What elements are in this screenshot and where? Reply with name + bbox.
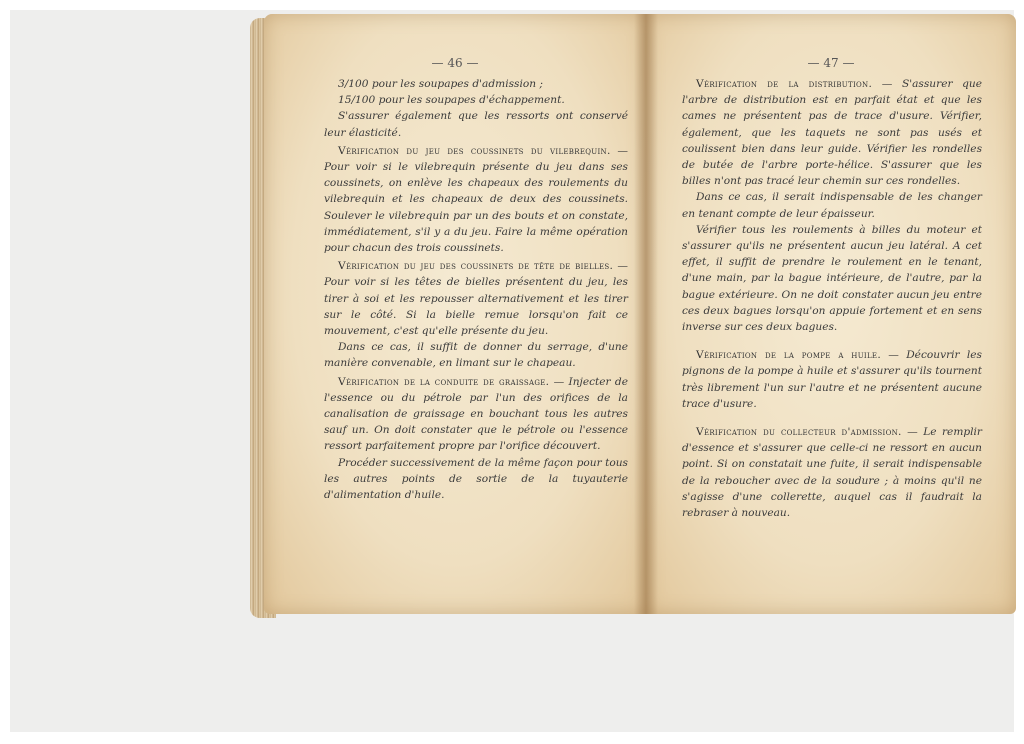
paragraph — [324, 339, 628, 371]
paragraph-text: Dans ce cas, il serait indispensable de les changer en tenant compte de leur épaisseur. — [682, 191, 982, 220]
left-page-number: — 46 — — [431, 56, 479, 70]
paragraph-text: 15/100 pour les soupapes d'échappement. — [338, 94, 565, 107]
paragraph — [324, 108, 628, 140]
section-paragraph — [324, 258, 628, 339]
paragraph-text: — Le remplir d'essence et s'assurer que celle-ci ne ressort en aucun point. Si on constatait une fuite, il serait indispensable de la reboucher avec de la soudure ; à moins qu'il ne s'agisse d'une collerette, auquel cas il faudrait la rebraser à nouveau. — [682, 426, 982, 520]
paragraph-text: Vérifier tous les roulements à billes du moteur et s'assurer qu'ils ne présentent aucun jeu latéral. A cet effet, il suffit de prendre le roulement en le tenant, d'une main, par la bague intérieure, de l'autre, par la bague extérieure. On ne doit constater aucun jeu entre ces deux bagues lorsqu'on appuie fortement et en sens inverse sur ces deux bagues. — [682, 223, 982, 334]
right-page-text — [682, 76, 982, 521]
section-paragraph — [682, 76, 982, 189]
paragraph-text: — Pour voir si le vilebrequin présente du jeu dans ses coussinets, on enlève les chapeaux des roulements du vilebrequin et les chapeaux de deux des coussinets. Soulever le vilebrequin par un des bouts et on constate, immédiatement, s'il y a du jeu. Faire la même opération pour chacun des trois coussinets. — [324, 144, 629, 255]
section-paragraph — [682, 347, 982, 412]
paragraph-text: — Découvrir les pignons de la pompe à huile et s'assurer qu'ils tournent très librement l'un sur l'autre et ne présentent aucune trace d'usure. — [682, 349, 982, 410]
section-heading: Vérification du jeu des coussinets du vilebrequin. — [338, 144, 611, 157]
right-page — [646, 14, 1016, 614]
paragraph-text: — Injecter de l'essence ou du pétrole par l'un des orifices de la canalisation de graissage en bouchant tous les autres sauf un. On doit constater que le pétrole ou l'essence ressort parfaitement propre par l'orifice découvert. — [324, 375, 628, 453]
paragraph — [324, 92, 628, 108]
section-heading: Vérification de la conduite de graissage. — [338, 375, 550, 388]
section-heading: Vérification du collecteur d'admission. — [696, 426, 902, 439]
paragraph — [682, 189, 982, 221]
section-heading: Vérification du jeu des coussinets de tête de bielles. — [338, 260, 614, 273]
paragraph — [682, 222, 982, 335]
paragraph-text: S'assurer également que les ressorts ont conservé leur élasticité. — [324, 110, 628, 139]
paragraph-text: — S'assurer que l'arbre de distribution est en parfait état et que les cames ne présentent pas de trace d'usure. Vérifier, également, que les taquets ne sont pas usés et coulissent bien dans leur guide. Vérifier les rondelles de butée de l'arbre porte-hélice. S'assurer que les billes n'ont pas tracé leur chemin sur ces rondelles. — [682, 78, 982, 188]
paragraph-text: Dans ce cas, il suffit de donner du serrage, d'une manière convenable, en limant sur le chapeau. — [324, 341, 628, 370]
left-page-text — [324, 76, 628, 503]
paragraph-text: 3/100 pour les soupapes d'admission ; — [338, 78, 543, 90]
paragraph — [324, 76, 628, 92]
section-paragraph — [682, 424, 982, 521]
left-page — [264, 14, 646, 614]
paragraph — [324, 455, 628, 504]
book-gutter — [634, 14, 658, 614]
paragraph-text: Procéder successivement de la même façon pour tous les autres points de sortie de la tuyauterie d'alimentation d'huile. — [324, 456, 628, 502]
section-paragraph — [324, 374, 628, 455]
section-heading: Vérification de la distribution. — [696, 78, 873, 90]
open-book — [250, 14, 1016, 618]
paragraph-text: — Pour voir si les têtes de bielles présentent du jeu, les tirer à soi et les repousser alternativement et les tirer sur le côté. Si la bielle remue lorsqu'on fait ce mouvement, c'est qu'elle présente du jeu. — [324, 260, 628, 338]
section-heading: Vérification de la pompe a huile. — [696, 349, 881, 362]
section-paragraph — [324, 143, 628, 256]
right-page-number: — 47 — — [807, 56, 855, 70]
